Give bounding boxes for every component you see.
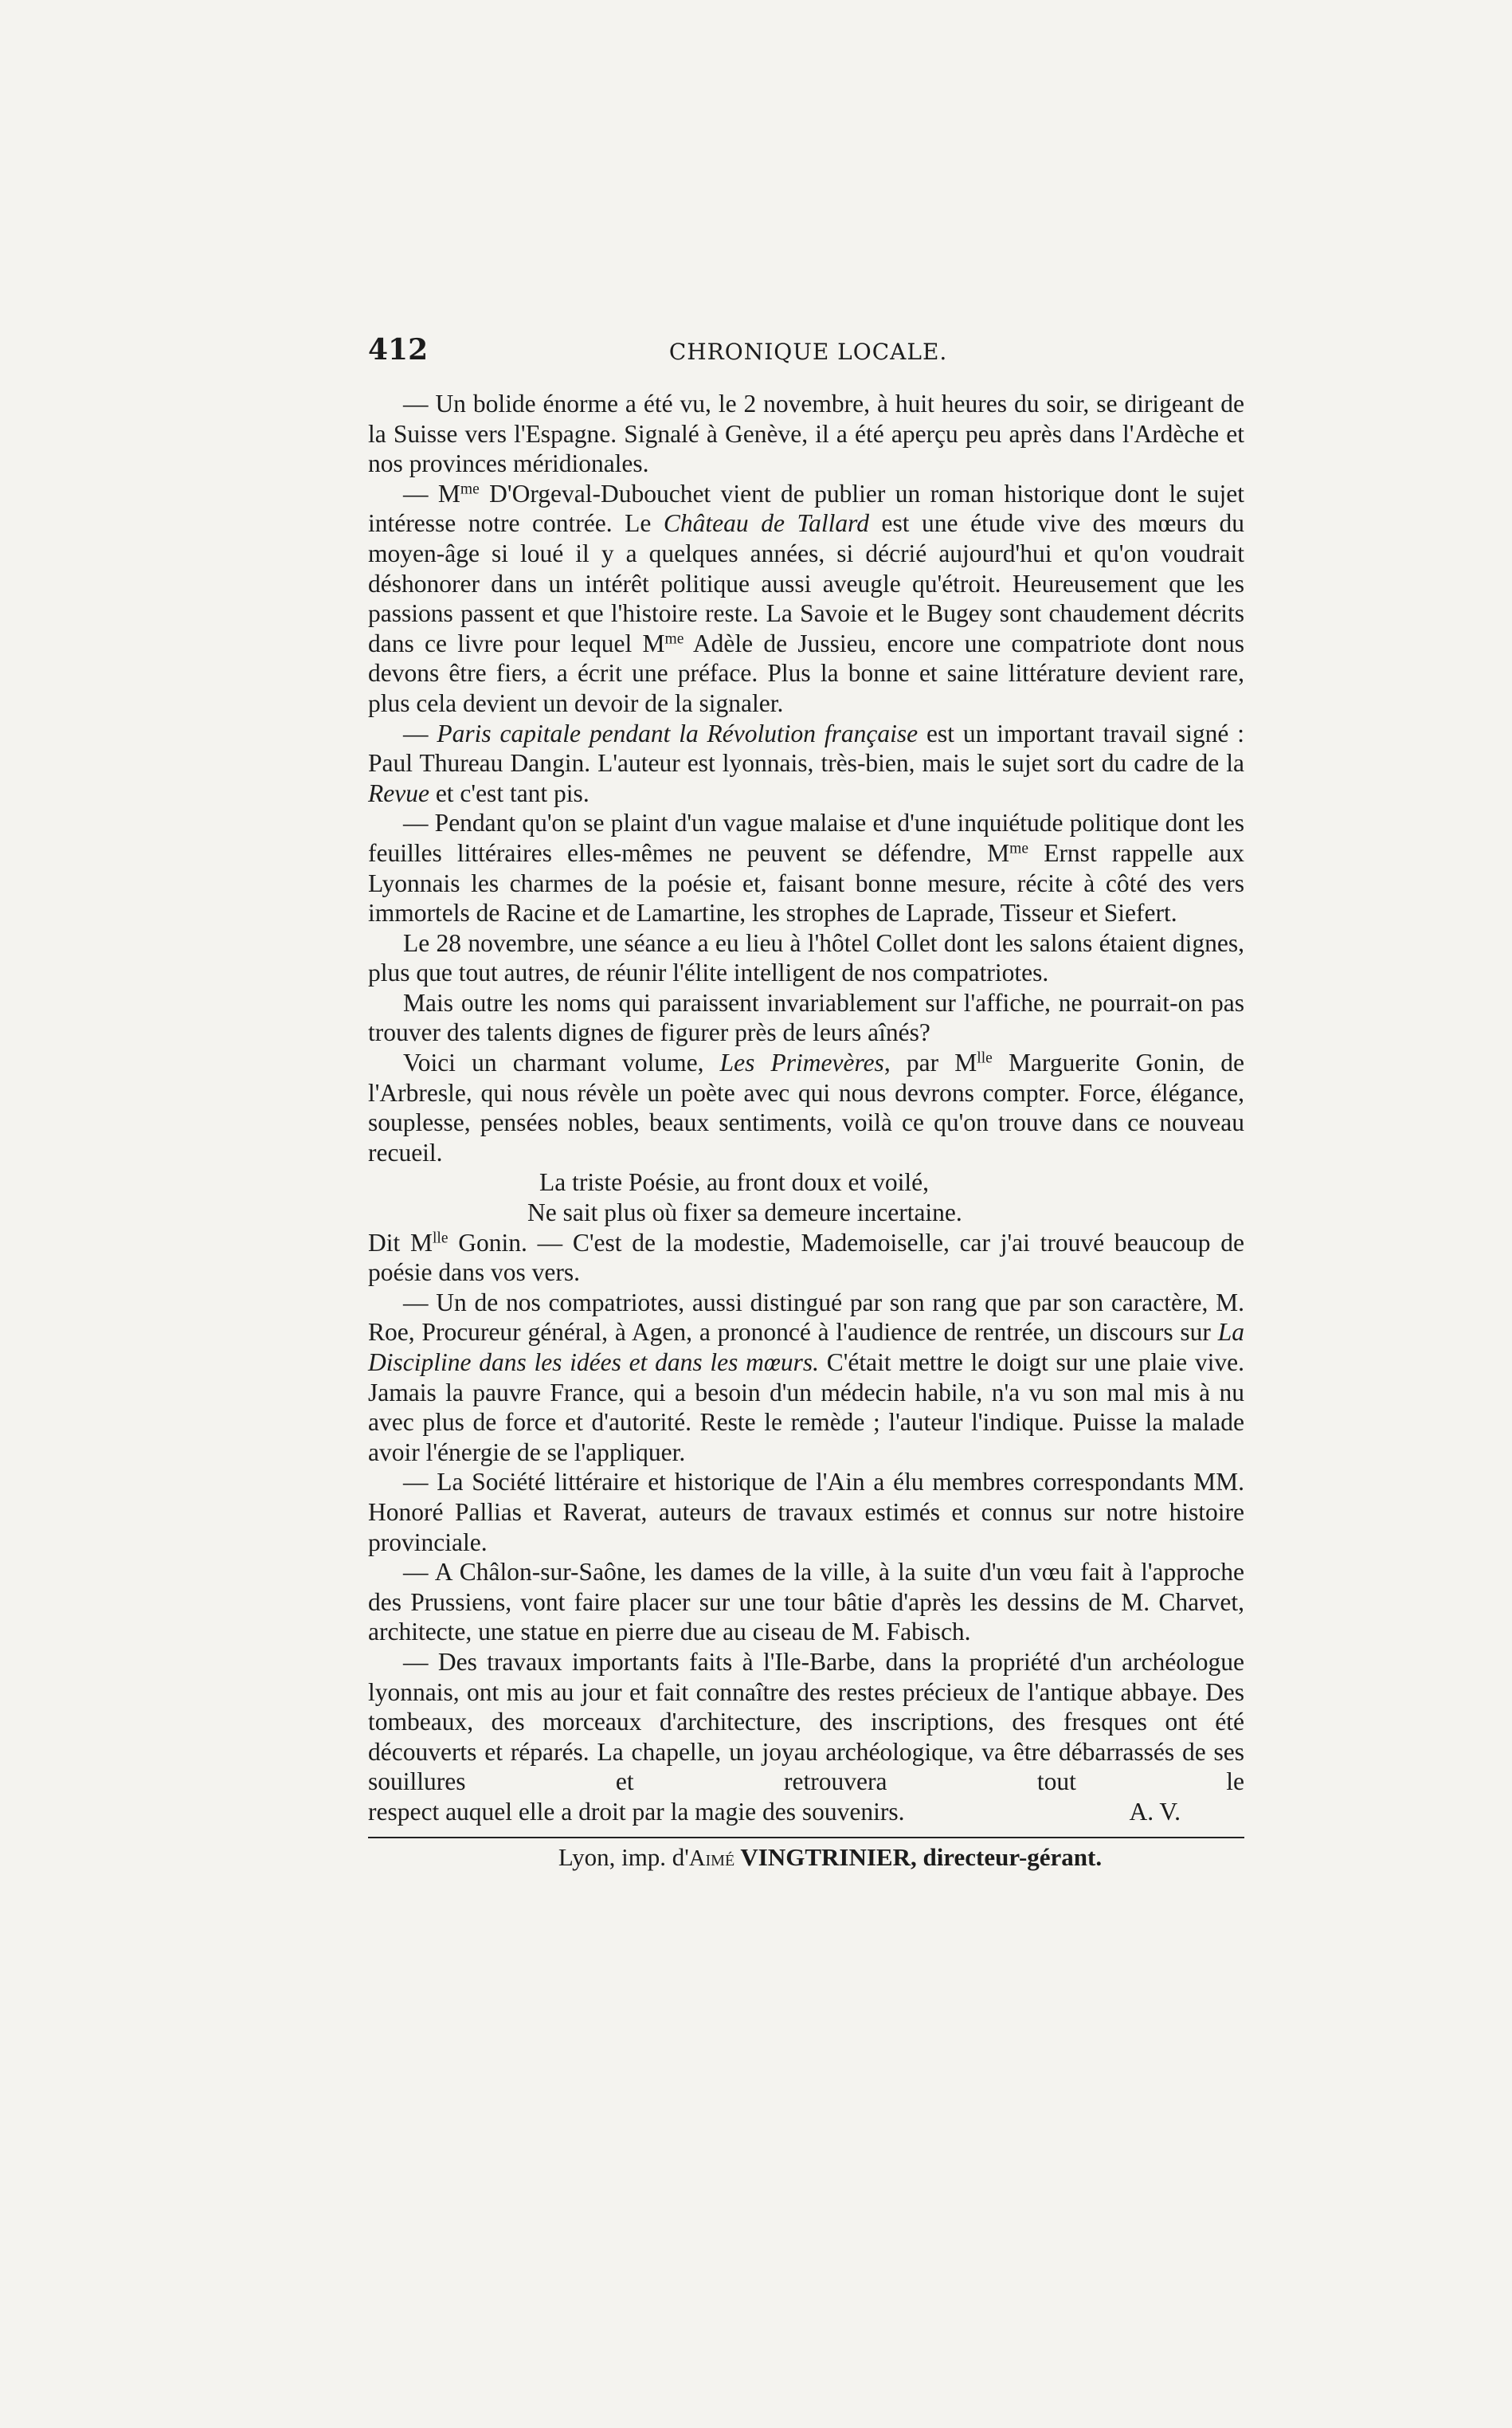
paragraph-chalon: — A Châlon-sur-Saône, les dames de la ville, à la suite d'un vœu fait à l'approche des Prussiens, vont faire placer sur une tour bâtie d'après les dessins de M. Charvet, architecte, une statue en pierre due au ciseau de M. Fabisch. [368, 1558, 1244, 1646]
paragraph-seance: Le 28 novembre, une séance a eu lieu à l'hôtel Collet dont les salons étaient dignes, plus que tout autres, de réunir l'élite intelligent de nos compatriotes. [368, 928, 1244, 987]
paragraph-roe: — Un de nos compatriotes, aussi distingué par son rang que par son caractère, M. Roe, Procureur général, à Agen, a prononcé à l'audience de rentrée, un discours sur La Discipline dans les idées et dans les mœurs. C'était mettre le doigt sur une plaie vive. Jamais la pauvre France, qui a besoin d'un médecin habile, n'a vu son mal mis à nu avec plus de force et d'autorité. Reste le remède ; l'auteur l'indique. Puisse la malade avoir l'énergie de se l'appliquer. [368, 1288, 1244, 1466]
paragraph-bolide: — Un bolide énorme a été vu, le 2 novembre, à huit heures du soir, se dirigeant de la Suisse vers l'Espagne. Signalé à Genève, il a été aperçu peu après dans l'Ardèche et nos provinces méridionales. [368, 390, 1244, 478]
verse-quote [368, 1167, 1244, 1227]
author-signature: A. V. [1129, 1797, 1181, 1826]
paragraph-orgeval: — $M^{me}$ D'Orgeval-Dubouchet vient de publier un roman historique dont le sujet intéresse notre contrée. Le Château de Tallard est une étude vive des mœurs du moyen-âge si loué il y a quelques années, si décrié aujourd'hui et qu'on voudrait déshonorer dans un intérêt politique aussi aveugle qu'étroit. Heureusement que les passions passent et que l'histoire reste. La Savoie et le Bugey sont chaudement décrits dans ce livre pour lequel $M^{me}$ Adèle de Jussieu, encore une compatriote dont nous devons être fiers, a écrit une préface. Plus la bonne et saine littérature devient rare, plus cela devient un devoir de la signaler. [368, 479, 1244, 717]
article-body [368, 389, 1244, 1827]
verse-line: La triste Poésie, au front doux et voilé, [539, 1168, 930, 1197]
footer-rule [368, 1837, 1244, 1838]
paragraph-paris: — Paris capitale pendant la Révolution française est un important travail signé : Paul Thureau Dangin. L'auteur est lyonnais, très-bien, mais le sujet sort du cadre de la Revue et c'est tant pis. [368, 719, 1245, 807]
running-title: CHRONIQUE LOCALE. [668, 339, 948, 365]
paragraph-primeveres: Voici un charmant volume, Les Primevères, par $M^{lle}$ Marguerite Gonin, de l'Arbresle, qui nous révèle un poète avec qui nous devrons compter. Force, élégance, souplesse, pensées nobles, beaux sentiments, voilà ce qu'on trouve dans ce nouveau recueil. [368, 1049, 1244, 1167]
paragraph-gonin: Dit $M^{lle}$ Gonin. — C'est de la modestie, Mademoiselle, car j'ai trouvé beaucoup de poésie dans vos vers. [368, 1228, 1245, 1287]
page-content [368, 333, 1244, 1872]
paragraph-ile-barbe: — Des travaux importants faits à l'Ile-Barbe, dans la propriété d'un archéologue lyonnais, ont mis au jour et fait connaître des restes précieux de l'antique abbaye. Des tombeaux, des morceaux d'architecture, des inscriptions, des fresques ont été découverts et réparés. La chapelle, un joyau archéologique, va être débarrassés de ses souillures et retrouvera tout le [368, 1647, 1244, 1796]
verse-line: Ne sait plus où fixer sa demeure incertaine. [527, 1198, 962, 1227]
page-header [368, 333, 1244, 378]
page-number: 412 [368, 333, 429, 367]
paragraph-ernst: — Pendant qu'on se plaint d'un vague malaise et d'une inquiétude politique dont les feuilles littéraires elles-mêmes ne peuvent se défendre, $M^{me}$ Ernst rappelle aux Lyonnais les charmes de la poésie et, faisant bonne mesure, récite à côté des vers immortels de Racine et de Lamartine, les strophes de Laprade, Tisseur et Siefert. [368, 809, 1244, 928]
printer-imprint: Lyon, imp. d'Aimé VINGTRINIER, directeur-gérant. [558, 1842, 1103, 1871]
closing-text: respect auquel elle a droit par la magie des souvenirs. [368, 1797, 905, 1826]
paragraph-affiche: Mais outre les noms qui paraissent invariablement sur l'affiche, ne pourrait-on pas trouver des talents dignes de figurer près de leurs aînés? [368, 988, 1244, 1047]
closing-line [368, 1797, 1244, 1827]
paragraph-societe: — La Société littéraire et historique de l'Ain a élu membres correspondants MM. Honoré Pallias et Raverat, auteurs de travaux estimés et connus sur notre histoire provinciale. [368, 1468, 1244, 1556]
